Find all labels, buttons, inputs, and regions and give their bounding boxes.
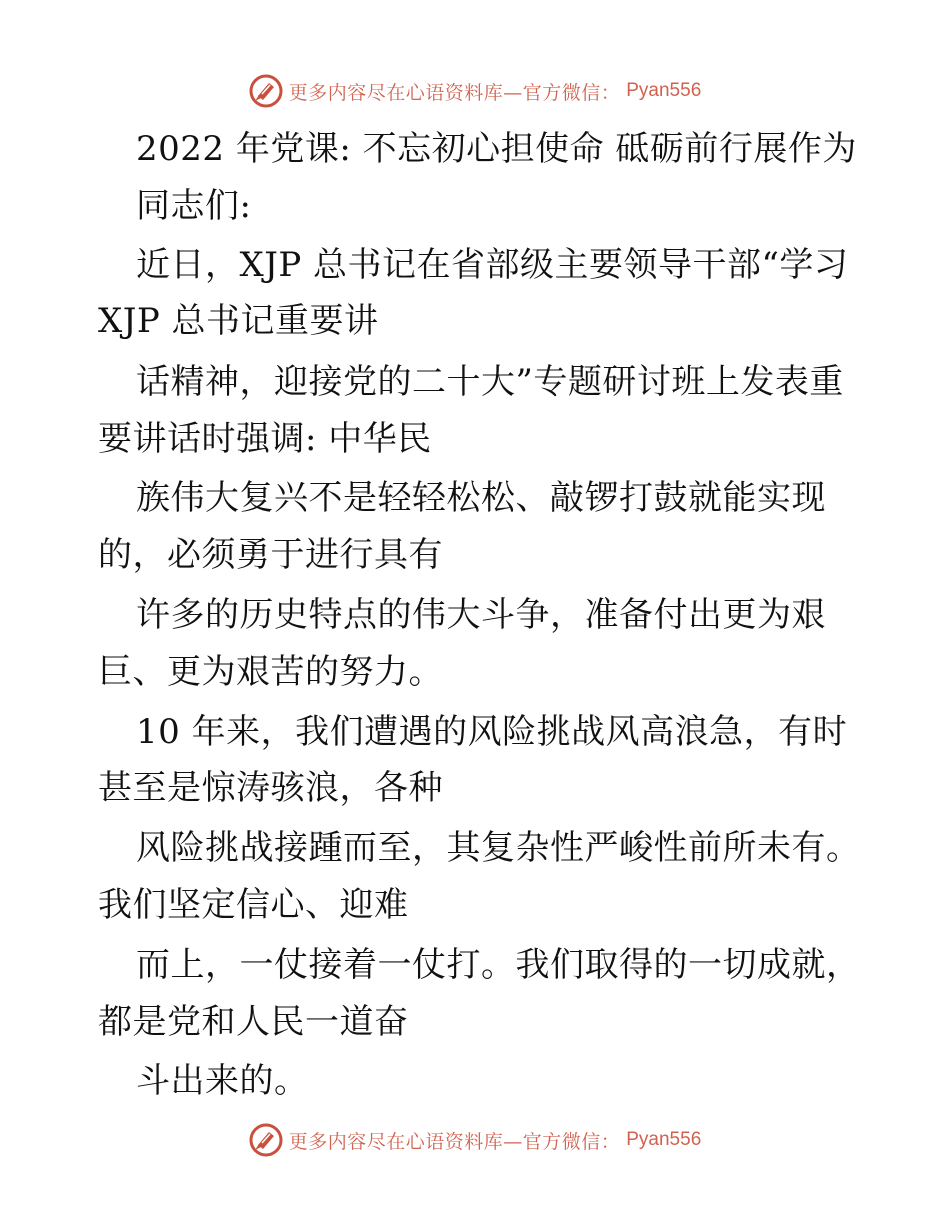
watermark-banner-top: [0, 71, 950, 111]
document-title: 2022 年党课: 不忘初心担使命 砥砺前行展作为: [136, 129, 857, 169]
watermark-text: 更多内容尽在心语资料库—官方微信：: [288, 81, 621, 104]
paragraph-line: 甚至是惊涛骇浪，各种: [98, 768, 443, 808]
paragraph-line: 话精神，迎接党的二十大”专题研讨班上发表重: [136, 362, 844, 402]
book-pen-logo-icon: [249, 1123, 283, 1157]
watermark-banner-bottom: [0, 1120, 950, 1160]
watermark-text: 更多内容尽在心语资料库—官方微信：: [288, 1130, 621, 1153]
paragraph-line: 的，必须勇于进行具有: [98, 535, 443, 575]
book-pen-logo-icon: [249, 74, 283, 108]
greeting: 同志们:: [136, 186, 252, 226]
paragraph-line: 而上，一仗接着一仗打。我们取得的一切成就，: [136, 945, 861, 985]
paragraph-line: 巨、更为艰苦的努力。: [98, 652, 443, 692]
paragraph-line: XJP 总书记重要讲: [98, 301, 379, 341]
paragraph-line: 族伟大复兴不是轻轻松松、敲锣打鼓就能实现: [136, 478, 826, 518]
watermark-wechat-id: Pyan556: [626, 1129, 702, 1150]
paragraph-line: 风险挑战接踵而至，其复杂性严峻性前所未有。: [136, 828, 861, 868]
paragraph-line: 都是党和人民一道奋: [98, 1002, 409, 1042]
paragraph-line: 10 年来，我们遭遇的风险挑战风高浪急，有时: [136, 712, 848, 752]
paragraph-line: 要讲话时强调: 中华民: [98, 419, 432, 459]
paragraph-line: 近日，XJP 总书记在省部级主要领导干部“学习: [136, 245, 849, 285]
watermark-wechat-id: Pyan556: [626, 80, 702, 101]
paragraph-line: 斗出来的。: [136, 1061, 309, 1101]
paragraph-line: 许多的历史特点的伟大斗争，准备付出更为艰: [136, 595, 826, 635]
paragraph-line: 我们坚定信心、迎难: [98, 885, 409, 925]
